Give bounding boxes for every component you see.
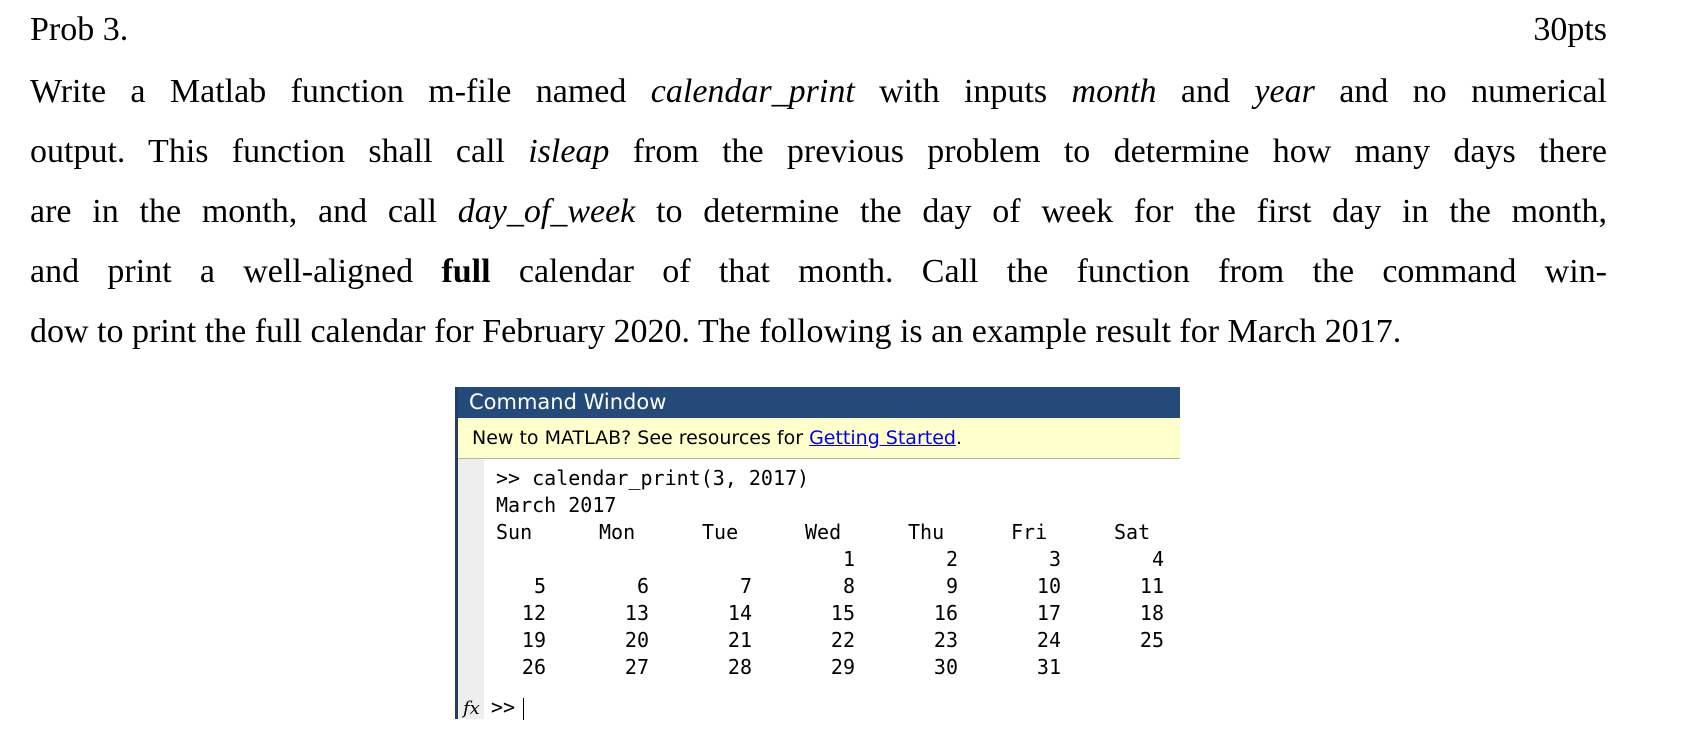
calendar-day: 24: [1036, 628, 1061, 652]
input-month: month: [1071, 73, 1157, 110]
day-of-week-ref: day_of_week: [457, 193, 636, 230]
day-header: Sat: [1114, 520, 1151, 544]
input-year: year: [1254, 73, 1315, 110]
calendar-day: 19: [521, 628, 546, 652]
calendar-day: 10: [1036, 574, 1061, 598]
prompt-line[interactable]: [463, 694, 524, 722]
function-name: calendar_print: [650, 73, 855, 110]
problem-statement: [30, 62, 1607, 362]
calendar-day: [569, 546, 649, 573]
calendar-day: 15: [830, 601, 855, 625]
console-output: [496, 465, 809, 519]
statement-line-5: dow to print the full calendar for February 2020. The following is an example result for March 2017.: [30, 313, 1402, 350]
calendar-day: 14: [727, 601, 752, 625]
calendar-day: 22: [830, 628, 855, 652]
calendar-day: 27: [624, 655, 649, 679]
statement-line-1: Write a Matlab function m-file named calendar_print with inputs month and year and no numerical: [30, 73, 1608, 110]
calendar-day: 2: [945, 547, 958, 571]
day-header: Mon: [599, 520, 636, 544]
getting-started-link[interactable]: Getting Started: [809, 427, 956, 449]
calendar-day: 26: [521, 655, 546, 679]
full-emphasis: full: [441, 253, 491, 290]
command-window-title: Command Window: [458, 387, 1180, 418]
statement-line-2: output. This function shall call isleap from the previous problem to determine how many days there: [30, 133, 1607, 170]
calendar-day: 31: [1036, 655, 1061, 679]
statement-line-4: and print a well-aligned full calendar of that month. Call the function from the command win-: [30, 253, 1607, 290]
calendar-day: 1: [842, 547, 855, 571]
command-window-body[interactable]: [458, 459, 1180, 719]
calendar-day: 28: [727, 655, 752, 679]
fx-icon[interactable]: fx: [463, 698, 480, 719]
day-header: Sun: [496, 520, 533, 544]
statement-line-3: are in the month, and call day_of_week to determine the day of week for the first day in the month,: [30, 193, 1608, 230]
matlab-command-window[interactable]: [455, 387, 1180, 719]
calendar-day: 23: [933, 628, 958, 652]
command-line: >> calendar_print(3, 2017): [496, 466, 810, 490]
calendar-day: [672, 546, 752, 573]
prompt: >>: [491, 695, 516, 719]
problem-title: Prob 3.: [30, 11, 129, 48]
isleap-ref: isleap: [528, 133, 610, 170]
text-cursor: [523, 698, 524, 720]
calendar-day: 20: [624, 628, 649, 652]
day-header: Tue: [702, 520, 739, 544]
calendar-day: 30: [933, 655, 958, 679]
calendar-day: 9: [945, 574, 958, 598]
day-header: Thu: [908, 520, 945, 544]
calendar-day: 25: [1139, 628, 1164, 652]
calendar-day: 8: [842, 574, 855, 598]
day-header: Wed: [805, 520, 842, 544]
calendar-day: [1084, 654, 1164, 681]
calendar-day: 4: [1151, 547, 1164, 571]
calendar-day: 29: [830, 655, 855, 679]
calendar-day: 12: [521, 601, 546, 625]
calendar-day: 3: [1048, 547, 1061, 571]
calendar-day: 6: [636, 574, 649, 598]
calendar-day: 16: [933, 601, 958, 625]
calendar-day: 7: [739, 574, 752, 598]
calendar-day: 5: [533, 574, 546, 598]
calendar-title: March 2017: [496, 493, 617, 517]
calendar-day: 21: [727, 628, 752, 652]
calendar-day: 11: [1139, 574, 1164, 598]
problem-points: 30pts: [1533, 11, 1607, 48]
calendar-day: [466, 546, 546, 573]
calendar-day: 17: [1036, 601, 1061, 625]
day-header: Fri: [1011, 520, 1048, 544]
calendar-day: 13: [624, 601, 649, 625]
calendar-day: 18: [1139, 601, 1164, 625]
getting-started-banner: New to MATLAB? See resources for Getting Started.: [458, 418, 1180, 459]
